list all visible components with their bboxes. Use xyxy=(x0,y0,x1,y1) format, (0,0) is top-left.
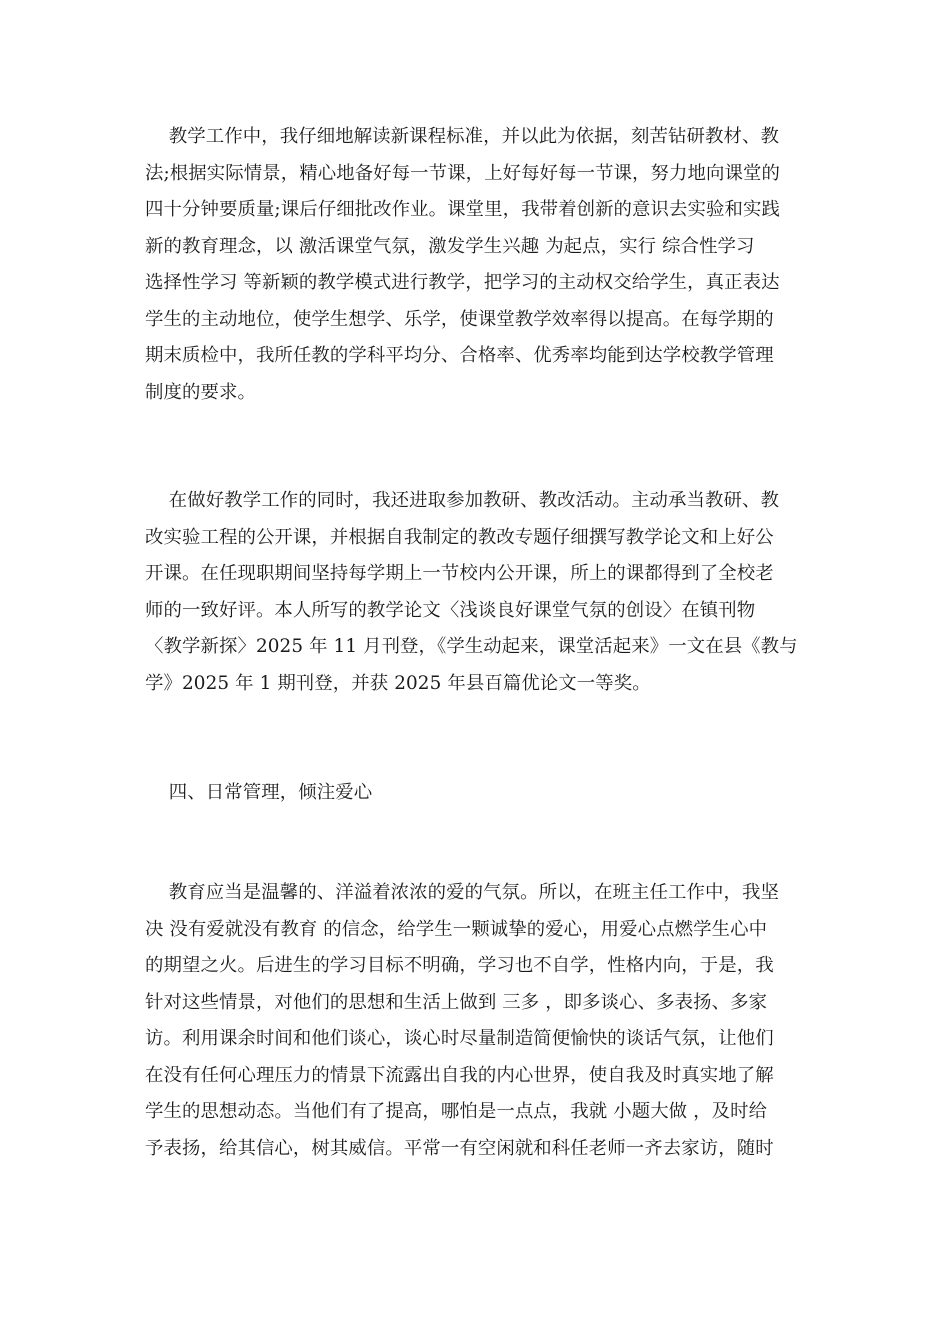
paragraph-teaching-research xyxy=(145,483,815,702)
paragraph-line: 开课。在任现职期间坚持每学期上一节校内公开课，所上的课都得到了全校老 xyxy=(145,563,774,584)
paragraph-teaching-work xyxy=(145,119,815,411)
paragraph-line: 针对这些情景，对他们的思想和生活上做到 三多 ，即多谈心、多表扬、多家 xyxy=(145,991,768,1013)
paragraph-line: 法;根据实际情景，精心地备好每一节课，上好每好每一节课，努力地向课堂的 xyxy=(145,162,780,184)
paragraph-line: 师的一致好评。本人所写的教学论文〈浅谈良好课堂气氛的创设〉在镇刊物 xyxy=(145,599,756,621)
section-heading-text: 四、日常管理，倾注爱心 xyxy=(145,782,373,803)
paragraph-line: 改实验工程的公开课，并根据自我制定的教改专题仔细撰写教学论文和上好公 xyxy=(145,526,774,548)
paragraph-line: 在没有任何心理压力的情景下流露出自我的内心世界，使自我及时真实地了解 xyxy=(145,1064,774,1086)
paragraph-line: 四十分钟要质量;课后仔细批改作业。课堂里，我带着创新的意识去实验和实践 xyxy=(145,199,780,220)
paragraph-line: 制度的要求。 xyxy=(145,381,256,403)
section-heading xyxy=(145,775,815,812)
paragraph-line: 〈教学新探〉2025 年 11 月刊登，《学生动起来，课堂活起来》一文在县《教与 xyxy=(145,636,798,657)
paragraph-line: 教学工作中，我仔细地解读新课程标准，并以此为依据，刻苦钻研教材、教 xyxy=(145,126,779,147)
paragraph-daily-management xyxy=(145,875,815,1167)
paragraph-line: 访。利用课余时间和他们谈心，谈心时尽量制造简便愉快的谈话气氛，让他们 xyxy=(145,1028,774,1049)
paragraph-line: 的期望之火。后进生的学习目标不明确，学习也不自学，性格内向，于是，我 xyxy=(145,955,774,976)
paragraph-line: 学》2025 年 1 期刊登，并获 2025 年县百篇优论文一等奖。 xyxy=(145,672,651,694)
paragraph-line: 在做好教学工作的同时，我还进取参加教研、教改活动。主动承当教研、教 xyxy=(145,490,779,511)
paragraph-line: 予表扬，给其信心，树其威信。平常一有空闲就和科任老师一齐去家访，随时 xyxy=(145,1137,774,1159)
paragraph-line: 新的教育理念，以 激活课堂气氛，激发学生兴趣 为起点，实行 综合性学习 xyxy=(145,235,755,257)
paragraph-line: 学生的主动地位，使学生想学、乐学，使课堂教学效率得以提高。在每学期的 xyxy=(145,308,774,330)
paragraph-line: 学生的思想动态。当他们有了提高，哪怕是一点点，我就 小题大做 ，及时给 xyxy=(145,1101,768,1122)
paragraph-line: 选择性学习 等新颖的教学模式进行教学，把学习的主动权交给学生，真正表达 xyxy=(145,272,780,293)
paragraph-line: 教育应当是温馨的、洋溢着浓浓的爱的气氛。所以，在班主任工作中，我坚 xyxy=(145,882,779,903)
paragraph-line: 期末质检中，我所任教的学科平均分、合格率、优秀率均能到达学校教学管理 xyxy=(145,345,774,366)
paragraph-line: 决 没有爱就没有教育 的信念，给学生一颗诚挚的爱心，用爱心点燃学生心中 xyxy=(145,918,768,940)
